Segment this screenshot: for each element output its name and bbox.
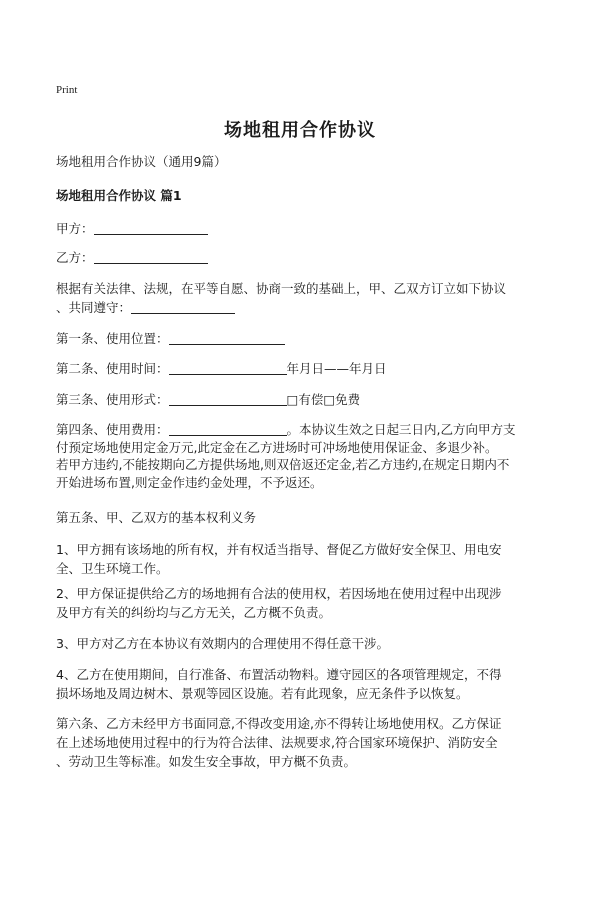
clause-2-line: 2、甲方保证提供给乙方的场地拥有合法的使用权，若因场地在使用过程中出现涉 <box>56 586 502 601</box>
article-3-blank <box>169 392 287 406</box>
article-1-blank <box>169 331 285 345</box>
party-b-line <box>56 248 548 267</box>
document-title: 场地租用合作协议 <box>224 120 376 141</box>
article-6-line: 第六条、乙方未经甲方书面同意,不得改变用途,亦不得转让场地使用权。乙方保证 <box>56 716 502 731</box>
article-2-suffix: 年月日——年月日 <box>286 361 387 376</box>
party-b-label: 乙方： <box>56 250 94 265</box>
party-a-label: 甲方： <box>56 221 94 236</box>
clause-1-line: 全、卫生环境工作。 <box>56 561 169 576</box>
section-heading: 场地租用合作协议 篇1 <box>56 188 182 203</box>
article-4 <box>56 421 548 491</box>
article-2-label: 第二条、使用时间： <box>56 361 169 376</box>
article-1 <box>56 329 548 348</box>
article-5-heading: 第五条、甲、乙双方的基本权利义务 <box>56 510 257 525</box>
clause-4 <box>56 665 548 703</box>
article-2 <box>56 359 548 378</box>
print-label: Print <box>56 84 78 96</box>
article-6-line: 在上述场地使用过程中的行为符合法律、法规要求,符合国家环境保护、消防安全 <box>56 735 498 750</box>
article-4-line: 付预定场地使用定金万元,此定金在乙方进场时可冲场地使用保证金、多退少补。 <box>56 439 498 455</box>
party-a-blank <box>94 221 208 235</box>
intro-line-2: 、共同遵守： <box>56 298 548 317</box>
article-2-blank <box>169 361 287 375</box>
clause-1-line: 1、甲方拥有该场地的所有权，并有权适当指导、督促乙方做好安全保卫、用电安 <box>56 542 502 557</box>
article-6 <box>56 714 548 771</box>
article-4-blank <box>169 422 287 436</box>
article-4-line: 若甲方违约,不能按期向乙方提供场地,则双倍返还定金,若乙方违约,在规定日期内不 <box>56 457 510 472</box>
intro-paragraph <box>56 279 548 317</box>
intro-line: 根据有关法律、法规，在平等自愿、协商一致的基础上，甲、乙双方订立如下协议 <box>56 281 507 296</box>
article-1-label: 第一条、使用位置： <box>56 331 169 346</box>
article-3 <box>56 390 548 409</box>
clause-1 <box>56 540 548 578</box>
document-subtitle: 场地租用合作协议（通用9篇） <box>56 154 227 169</box>
article-3-label: 第三条、使用形式： <box>56 392 169 407</box>
clause-2 <box>56 584 548 622</box>
party-b-blank <box>94 250 208 264</box>
clause-4-line: 4、乙方在使用期间，自行准备、布置活动物料。遵守园区的各项管理规定，不得 <box>56 667 502 682</box>
intro-blank <box>131 300 235 314</box>
article-3-options: □有偿□免费 <box>286 392 361 407</box>
party-a-line <box>56 219 548 238</box>
clause-2-line: 及甲方有关的纠纷均与乙方无关，乙方概不负责。 <box>56 605 332 620</box>
article-4-line: 开始进场布置,则定金作违约金处理，不予返还。 <box>56 474 323 490</box>
article-4-line: 第四条、使用费用： 。本协议生效之日起三日内,乙方向甲方支 <box>56 422 516 437</box>
article-6-line: 、劳动卫生等标准。如发生安全事故，甲方概不负责。 <box>56 754 357 769</box>
clause-4-line: 损坏场地及周边树木、景观等园区设施。若有此现象，应无条件予以恢复。 <box>56 686 469 701</box>
clause-3: 3、甲方对乙方在本协议有效期内的合理使用不得任意干涉。 <box>56 636 389 651</box>
